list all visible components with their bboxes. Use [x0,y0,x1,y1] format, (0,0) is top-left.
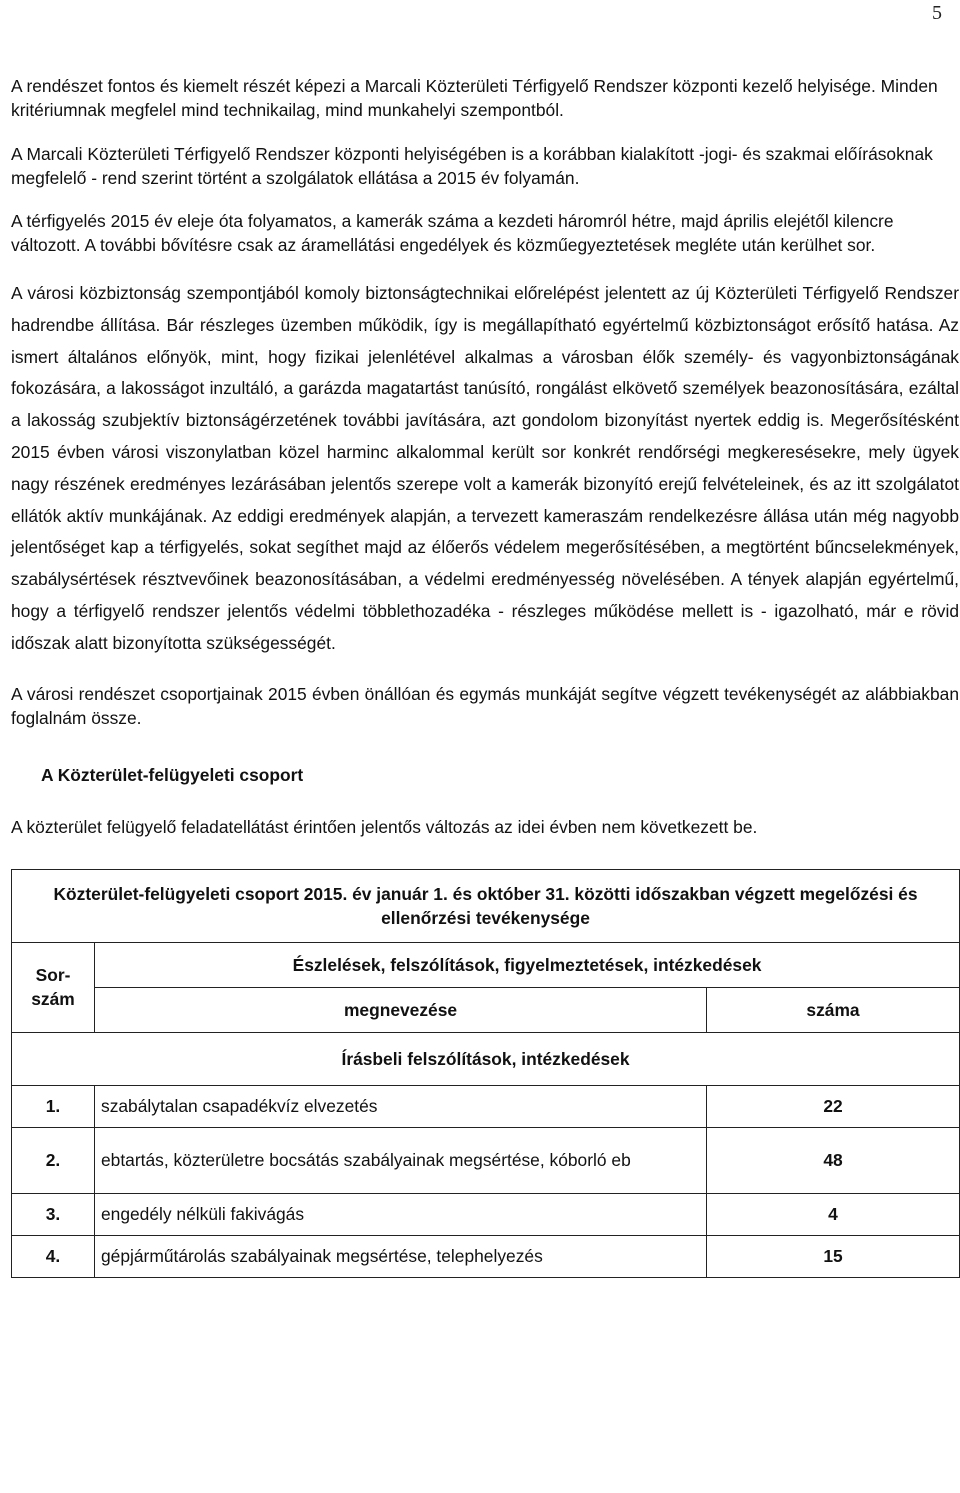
document-body [11,74,959,1278]
table-row [12,1193,960,1235]
col-header-sorszam: Sor- szám [12,942,95,1032]
row-number: 2. [12,1127,95,1193]
activity-table [11,869,960,1278]
row-count: 22 [707,1085,960,1127]
paragraph-groups-summary: A városi rendészet csoportjainak 2015 évben önállóan és egymás munkáját segítve végzett tevékenységét az alábbiakban foglalnám össze. [11,683,959,728]
table-row [12,1127,960,1193]
row-count: 4 [707,1193,960,1235]
row-number: 4. [12,1235,95,1277]
page-number: 5 [932,2,942,24]
paragraph-control-room: A rendészet fontos és kiemelt részét képezi a Marcali Közterületi Térfigyelő Rendszer központi kezelő helyisége. Minden kritériumnak megfelel mind technikailag, mind munkahelyi szempontból. [11,76,938,120]
table-caption: Közterület-felügyeleti csoport 2015. év január 1. és október 31. közötti időszakban végzett megelőzési és ellenőrzési tevékenysége [12,869,960,942]
table-row [12,1085,960,1127]
group-header: Észlelések, felszólítások, figyelmeztetések, intézkedések [95,942,960,987]
row-count: 48 [707,1127,960,1193]
row-number: 3. [12,1193,95,1235]
table-row [12,1235,960,1277]
col-header-name: megnevezése [95,987,707,1032]
row-name: engedély nélküli fakivágás [95,1193,707,1235]
paragraph-camera-count: A térfigyelés 2015 év eleje óta folyamatos, a kamerák száma a kezdeti háromról hétre, majd április elejétől kilencre változott. A további bővítésre csak az áramellátási engedélyek és közműegyeztetések megléte után kerülhet sor. [11,211,894,255]
row-name: szabálytalan csapadékvíz elvezetés [95,1085,707,1127]
section-heading: A Közterület-felügyeleti csoport [41,764,304,785]
paragraph-public-safety: A városi közbiztonság szempontjából komoly biztonságtechnikai előrelépést jelentett az új Közterületi Térfigyelő Rendszer hadrendbe állítása. Bár részleges üzemben működik, így is megállapítható egyértelmű közbiztonságot erősítő hatása. Az ismert általános előnyök, mint, hogy fizikai jelenlétével alkalmas a városban élők személy- és vagyonbiztonságának fokozására, a lakosságot inzultáló, a garázda magatartást tanúsító, rongálást elkövető személyek beazonosítására, ezáltal a lakosság szubjektív biztonságérzetének további javítására, azt gondolom bizonyítást nyertek eddig is. Megerősítésként 2015 évben városi viszonylatban közel harminc alkalommal került sor konkrét rendőrségi megkeresésekre, mely ügyek nagy részének eredményes lezárásában jelentős szerepe volt a kamerák bizonyító erejű felvételeinek, és az itt szolgálatot ellátók aktív munkájának. Az eddigi eredmények alapján, a tervezett kameraszám rendelkezésre állása után még nagyobb jelentőséget kap a térfigyelés, sokat segíthet majd az élőerős védelem megerősítésében, a megtörtént bűncselekmények, szabálysértések résztvevőinek beazonosításában, a védelmi eredményesség növelésében. A tények alapján egyértelmű, hogy a térfigyelő rendszer jelentős védelmi többlethozadéka - részleges működése mellett is - igazolható, már e rövid időszak alatt bizonyította szükségességét. [11,283,959,653]
subsection-header: Írásbeli felszólítások, intézkedések [12,1032,960,1085]
row-name: ebtartás, közterületre bocsátás szabályainak megsértése, kóborló eb [95,1127,707,1193]
row-number: 1. [12,1085,95,1127]
row-name: gépjárműtárolás szabályainak megsértése, telephelyezés [95,1235,707,1277]
paragraph-service-order: A Marcali Közterületi Térfigyelő Rendszer központi helyiségében is a korábban kialakított -jogi- és szakmai előírásoknak megfelelő - rend szerint történt a szolgálatok ellátása a 2015 év folyamán. [11,144,933,188]
col-header-count: száma [707,987,960,1032]
paragraph-no-change: A közterület felügyelő feladatellátást érintően jelentős változás az idei évben nem következett be. [11,816,758,837]
row-count: 15 [707,1235,960,1277]
